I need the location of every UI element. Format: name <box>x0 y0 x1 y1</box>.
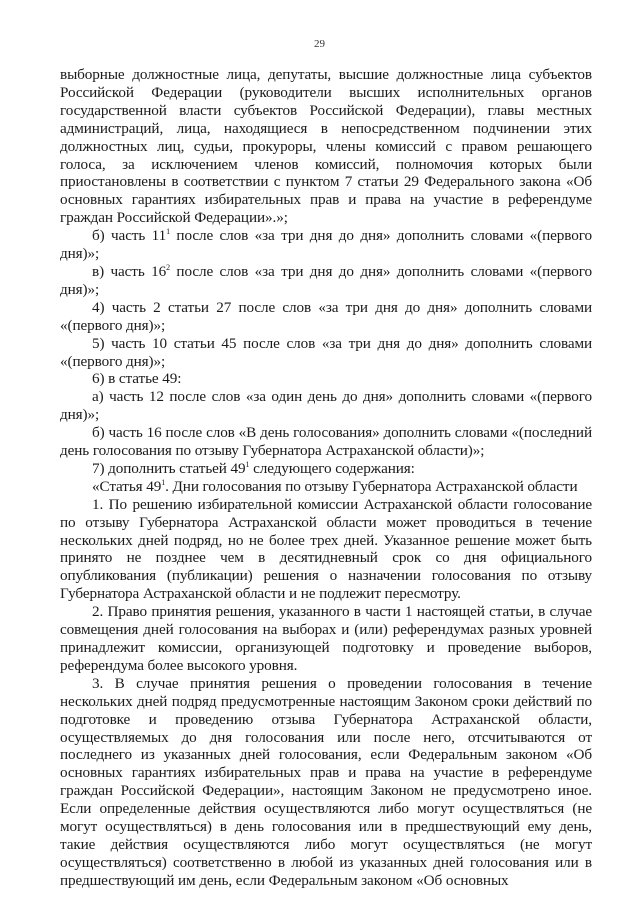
paragraph <box>60 478 592 496</box>
paragraph-text: б) часть 16 после слов «В день голосования» дополнить словами «(последний день голосования по отзыву Губернатора Астраханской области)»; <box>60 424 592 460</box>
paragraph-text: 4) часть 2 статьи 27 после слов «за три дня до дня» дополнить словами «(первого дня)»; <box>60 298 592 334</box>
paragraph-text: 2. Право принятия решения, указанного в части 1 настоящей статьи, в случае совмещения дней голосования на выборах и (или) референдумах разных уровней принадлежит комиссии, организующей подготовку и проведение выборов, референдума более высокого уровня. <box>60 603 592 674</box>
paragraph <box>60 263 592 299</box>
paragraph <box>60 227 592 263</box>
paragraph-text: . Дни голосования по отзыву Губернатора Астраханской области <box>165 477 578 495</box>
page-number: 29 <box>314 38 325 50</box>
paragraph-text: а) часть 12 после слов «за один день до дня» дополнить словами «(первого дня)»; <box>60 388 592 424</box>
paragraph-text: после слов «за три дня до дня» дополнить словами «(первого дня)»; <box>60 262 592 298</box>
paragraph-text: 1. По решению избирательной комиссии Астраханской области голосование по отзыву Губернатора Астраханской области может проводиться в течение нескольких дней подряд, но не более трех дней. Указанное решение может быть принято не позднее чем в десятидневный срок со дня официального опубликования (публикации) решения о назначении голосования по отзыву Губернатора Астраханской области и не подлежит пересмотру. <box>60 495 592 603</box>
paragraph <box>60 603 592 675</box>
paragraph-text: 7) дополнить статьей 49 <box>92 459 246 477</box>
paragraph <box>60 496 592 603</box>
paragraph <box>60 66 592 227</box>
paragraph-text: в) часть 16 <box>92 262 167 280</box>
paragraph <box>60 460 592 478</box>
paragraph <box>60 424 592 460</box>
superscript: 2 <box>166 262 170 272</box>
paragraph-text: 5) часть 10 статьи 45 после слов «за три дня до дня» дополнить словами «(первого дня)»; <box>60 334 592 370</box>
paragraph <box>60 299 592 335</box>
paragraph-text: 3. В случае принятия решения о проведении голосования в течение нескольких дней подряд предусмотренные настоящим Законом сроки действий по подготовке и проведению отзыва Губернатора Астраханской области, осуществляемых до дня голосования или после него, отсчитываются от последнего из указанных дней голосования, если Федеральным законом «Об основных гарантиях избирательных прав и права на участие в референдуме граждан Российской Федерации», настоящим Законом не предусмотрено иное. Если определенные действия осуществляются либо могут осуществляться (не могут осуществляться) в день голосования или в предшествующий ему день, такие действия осуществляются либо могут осуществляться (не могут осуществляться) соответственно в любой из указанных дней голосования или в предшествующий им день, если Федеральным законом «Об основных <box>60 674 592 889</box>
paragraph-text: «Статья 49 <box>92 477 162 495</box>
paragraph <box>60 370 592 388</box>
paragraph-text: следующего содержания: <box>249 459 415 477</box>
superscript: 1 <box>166 227 170 237</box>
paragraph <box>60 388 592 424</box>
superscript: 1 <box>245 459 250 469</box>
paragraph-text: 6) в статье 49: <box>92 370 182 388</box>
paragraph-text: после слов «за три дня до дня» дополнить словами «(первого дня)»; <box>60 227 592 263</box>
superscript: 1 <box>161 477 166 487</box>
paragraph-text: выборные должностные лица, депутаты, высшие должностные лица субъектов Российской Федерации (руководители высших исполнительных органов государственной власти субъектов Российской Федерации), главы местных администраций, лица, находящиеся в непосредственном подчинении этих должностных лиц, судьи, прокуроры, члены комиссий с правом решающего голоса, за исключением членов комиссий, полномочия которых были приостановлены в соответствии с пунктом 7 статьи 29 Федерального закона «Об основных гарантиях избирательных прав и права на участие в референдуме граждан Российской Федерации».»; <box>60 66 592 227</box>
paragraph-text: б) часть 11 <box>92 227 167 245</box>
paragraph <box>60 335 592 371</box>
document-body <box>60 66 592 890</box>
paragraph <box>60 675 592 890</box>
